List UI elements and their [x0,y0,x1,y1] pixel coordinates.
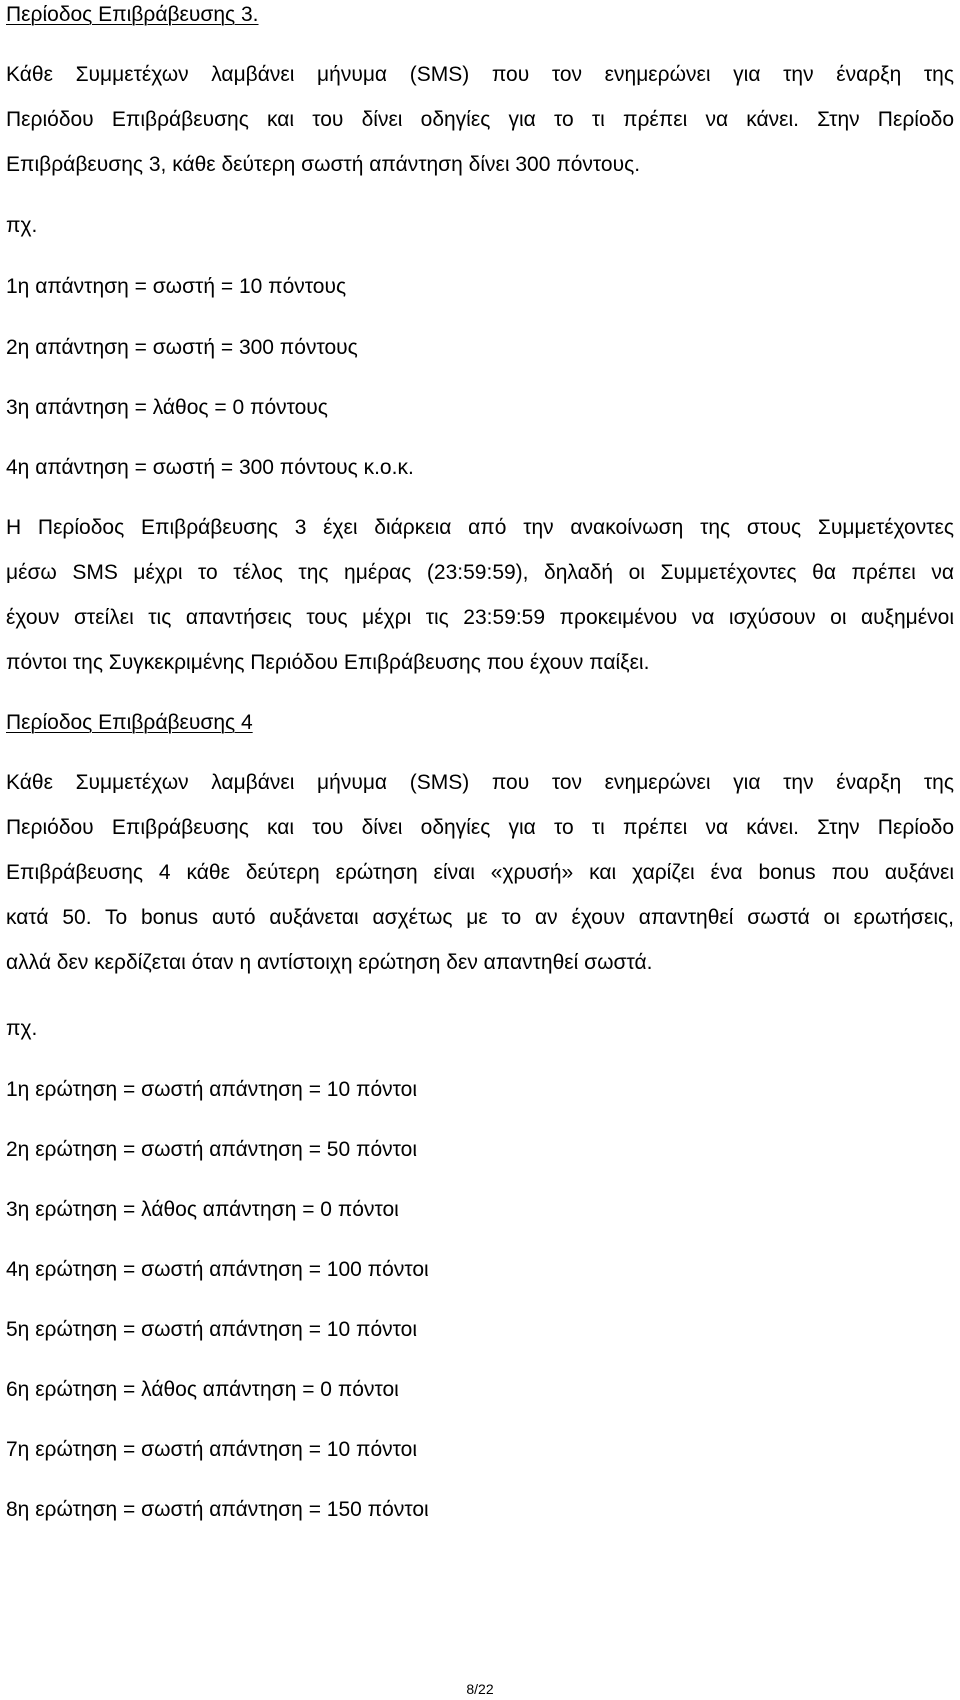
section-3-example-item: 2η απάντηση = σωστή = 300 πόντους [6,336,358,359]
section-3-duration-line: μέσω SMS μέχρι το τέλος της ημέρας (23:59:59), δηλαδή οι Συμμετέχοντες θα πρέπει να [6,561,954,584]
section-4-example-item: 8η ερώτηση = σωστή απάντηση = 150 πόντοι [6,1498,429,1521]
section-4-example-item: 2η ερώτηση = σωστή απάντηση = 50 πόντοι [6,1138,417,1161]
section-4-intro-line: αλλά δεν κερδίζεται όταν η αντίστοιχη ερώτηση δεν απαντηθεί σωστά. [6,951,653,974]
page-number: 8/22 [466,1681,494,1697]
section-3-intro-line: Περιόδου Επιβράβευσης και του δίνει οδηγίες για το τι πρέπει να κάνει. Στην Περίοδο [6,108,954,131]
section-4-example-item: 4η ερώτηση = σωστή απάντηση = 100 πόντοι [6,1258,429,1281]
section-3-intro-line: Επιβράβευσης 3, κάθε δεύτερη σωστή απάντηση δίνει 300 πόντους. [6,153,641,176]
section-4-example-label: πχ. [6,1017,38,1040]
section-4-intro-line: κατά 50. Το bonus αυτό αυξάνεται ασχέτως με το αν έχουν απαντηθεί σωστά οι ερωτήσεις, [6,906,954,929]
section-4-example-item: 7η ερώτηση = σωστή απάντηση = 10 πόντοι [6,1438,417,1461]
section-4-example-item: 5η ερώτηση = σωστή απάντηση = 10 πόντοι [6,1318,417,1341]
section-4-intro-line: Περιόδου Επιβράβευσης και του δίνει οδηγίες για το τι πρέπει να κάνει. Στην Περίοδο [6,816,954,839]
section-3-example-item: 4η απάντηση = σωστή = 300 πόντους κ.ο.κ. [6,456,414,479]
section-4-example-item: 1η ερώτηση = σωστή απάντηση = 10 πόντοι [6,1078,417,1101]
section-4-example-item: 6η ερώτηση = λάθος απάντηση = 0 πόντοι [6,1378,399,1401]
section-3-example-item: 3η απάντηση = λάθος = 0 πόντους [6,396,328,419]
section-4-heading: Περίοδος Επιβράβευσης 4 [6,711,253,734]
section-4-intro-line: Επιβράβευσης 4 κάθε δεύτερη ερώτηση είναι «χρυσή» και χαρίζει ένα bonus που αυξάνει [6,861,954,884]
section-3-duration-line: πόντοι της Συγκεκριμένης Περιόδου Επιβράβευσης που έχουν παίξει. [6,651,650,674]
section-3-duration-line: έχουν στείλει τις απαντήσεις τους μέχρι τις 23:59:59 προκειμένου να ισχύσουν οι αυξημένοι [6,606,954,629]
section-3-intro-line: Κάθε Συμμετέχων λαμβάνει μήνυμα (SMS) που τον ενημερώνει για την έναρξη της [6,63,954,86]
section-3-duration-line: Η Περίοδος Επιβράβευσης 3 έχει διάρκεια από την ανακοίνωση της στους Συμμετέχοντες [6,516,954,539]
section-4-intro-line: Κάθε Συμμετέχων λαμβάνει μήνυμα (SMS) που τον ενημερώνει για την έναρξη της [6,771,954,794]
section-3-heading: Περίοδος Επιβράβευσης 3. [6,3,259,26]
section-4-example-item: 3η ερώτηση = λάθος απάντηση = 0 πόντοι [6,1198,399,1221]
section-3-example-label: πχ. [6,214,38,237]
section-3-example-item: 1η απάντηση = σωστή = 10 πόντους [6,275,347,298]
document-page [6,0,954,1700]
